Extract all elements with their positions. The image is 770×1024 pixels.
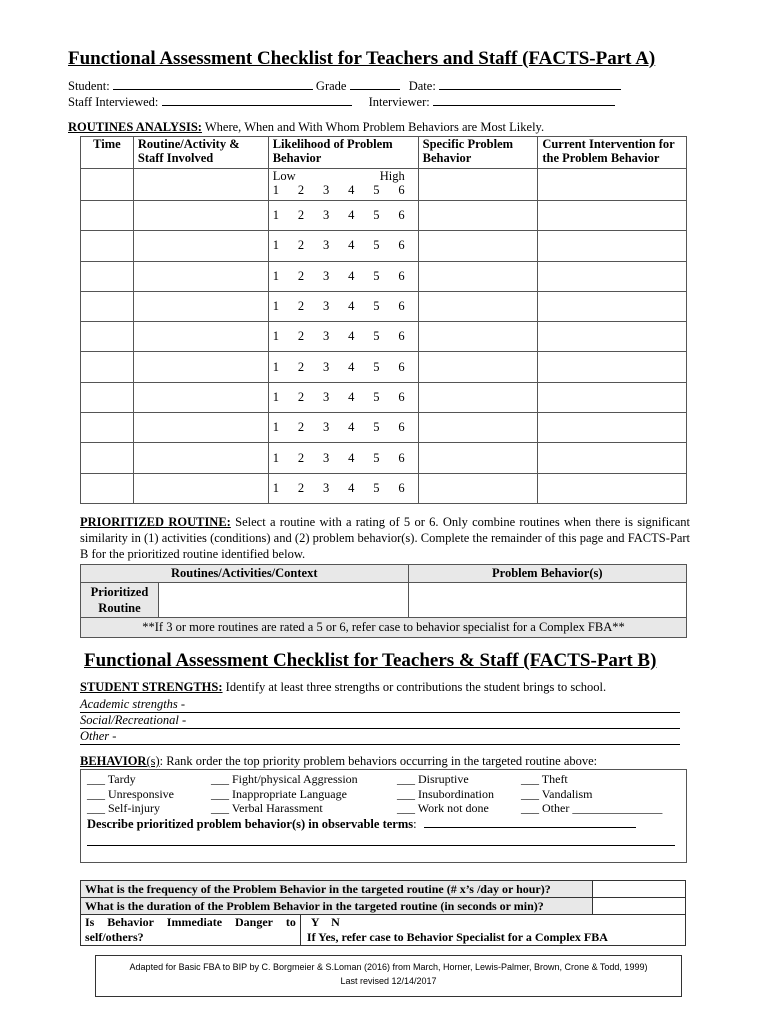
rating-scale: 1 2 3 4 5 6 [272,268,405,283]
table-row [81,322,687,352]
part-a-title: Functional Assessment Checklist for Teachers and Staff (FACTS-Part A) [68,48,656,69]
behavior-cell[interactable] [418,382,538,412]
rating-scale: 1 2 3 4 5 6 [272,359,405,374]
behavior-cell[interactable] [418,291,538,321]
prioritized-text: Select a routine with a rating of 5 or 6. Only combine routines when there is significant similarity in (1) activities (conditions) and (2) problem behavior(s). Complete the remainder of this page and FACTS-Part B for the prioritized routine identified below. [80,515,690,561]
behavior-heading-label: BEHAVIOR [80,754,147,768]
routine-cell[interactable] [133,443,268,473]
time-cell[interactable] [81,322,134,352]
intervention-cell[interactable] [538,169,687,201]
col-specific-behavior: Specific Problem Behavior [418,137,538,169]
behavior-cell[interactable] [418,169,538,201]
intervention-cell[interactable] [538,322,687,352]
footer-line-1: Adapted for Basic FBA to BIP by C. Borgmeier & S.Loman (2016) from March, Horner, Lewis-Palmer, Brown, Crone & Todd, 1999) [129,962,648,972]
time-cell[interactable] [81,352,134,382]
interviewer-field[interactable] [433,105,615,106]
rating-scale: 1 2 3 4 5 6 [272,208,405,223]
time-cell[interactable] [81,413,134,443]
table-row [81,352,687,382]
time-cell[interactable] [81,443,134,473]
prio-col-routines: Routines/Activities/Context [81,565,409,583]
prioritized-heading: PRIORITIZED ROUTINE: [80,515,231,529]
behavior-option-unresponsive[interactable]: ___ Unresponsive [87,786,174,801]
routines-header-row [81,137,687,169]
table-row [81,382,687,412]
intervention-cell[interactable] [538,473,687,503]
time-cell[interactable] [81,169,134,201]
intervention-cell[interactable] [538,291,687,321]
routine-cell[interactable] [133,473,268,503]
behavior-cell[interactable] [418,443,538,473]
social-label: Social/Recreational - [80,713,187,727]
strengths-heading-label: STUDENT STRENGTHS: [80,680,223,694]
rating-scale: 1 2 3 4 5 6 [272,329,405,344]
staff-label: Staff Interviewed: [68,95,159,109]
intervention-cell[interactable] [538,413,687,443]
student-label: Student: [68,79,110,93]
rating-scale: 1 2 3 4 5 6 [272,480,405,495]
likelihood-cell[interactable] [268,201,418,231]
routine-cell[interactable] [133,352,268,382]
behavior-option-theft[interactable]: ___ Theft [521,772,568,786]
behavior-cell[interactable] [418,201,538,231]
behavior-option-harassment[interactable]: ___ Verbal Harassment [211,801,323,815]
describe-field[interactable] [424,827,636,828]
col-time: Time [81,137,134,169]
student-row [68,79,621,94]
likelihood-cell[interactable] [268,382,418,412]
routine-cell[interactable] [133,322,268,352]
behavior-option-aggression[interactable]: ___ Fight/physical Aggression [211,772,358,786]
table-row [81,291,687,321]
frequency-table [80,880,686,946]
likelihood-cell[interactable] [268,413,418,443]
other-strengths-field[interactable] [80,729,680,745]
behavior-option-tardy[interactable]: ___ Tardy [87,772,136,786]
routines-table [80,136,687,504]
col-routine: Routine/Activity & Staff Involved [133,137,268,169]
behavior-cell[interactable] [418,473,538,503]
describe-field-line-2[interactable] [87,845,675,846]
part-b-title: Functional Assessment Checklist for Teachers & Staff (FACTS-Part B) [84,650,657,671]
routine-cell[interactable] [133,201,268,231]
routines-heading-label: ROUTINES ANALYSIS: [68,120,202,134]
table-row [81,261,687,291]
behavior-cell[interactable] [418,231,538,261]
intervention-cell[interactable] [538,443,687,473]
routine-cell[interactable] [133,413,268,443]
table-row [81,231,687,261]
social-strengths-field[interactable] [80,713,680,729]
prio-routine-input[interactable] [158,583,408,618]
table-row [81,413,687,443]
rating-scale: 1 2 3 4 5 6 [272,238,405,253]
frequency-answer[interactable] [592,881,685,898]
behavior-box [80,769,687,863]
staff-row [68,95,615,110]
behavior-option-vandalism[interactable]: ___ Vandalism [521,786,593,801]
routine-cell[interactable] [133,169,268,201]
strengths-heading-text: Identify at least three strengths or contributions the student brings to school. [222,680,607,694]
rating-scale: 1 2 3 4 5 6 [272,420,405,435]
behavior-col-2 [211,772,358,816]
other-label: Other - [80,729,117,743]
behavior-cell[interactable] [418,352,538,382]
prio-note: **If 3 or more routines are rated a 5 or 6, refer case to behavior specialist for a Complex FBA** [81,618,687,638]
time-cell[interactable] [81,291,134,321]
danger-question: Is Behavior Immediate Danger to self/others? [81,915,301,946]
behavior-heading-text: : Rank order the top priority problem behaviors occurring in the targeted routine above: [159,754,598,768]
rating-scale: 1 2 3 4 5 6 [272,183,405,197]
grade-field[interactable] [350,89,400,90]
academic-label: Academic strengths - [80,697,186,711]
behavior-heading [80,754,597,769]
likelihood-cell[interactable] [268,443,418,473]
routine-cell[interactable] [133,291,268,321]
student-field[interactable] [113,89,313,90]
routines-analysis-heading [68,120,544,135]
grade-label: Grade [315,79,347,93]
routine-cell[interactable] [133,261,268,291]
interviewer-label: Interviewer: [368,95,430,109]
table-row [81,169,687,201]
likelihood-cell[interactable] [268,261,418,291]
likelihood-cell[interactable] [268,322,418,352]
routine-cell[interactable] [133,382,268,412]
intervention-cell[interactable] [538,352,687,382]
describe-row: Describe prioritized problem behavior(s) in observable terms: [87,817,636,832]
danger-answer [300,915,685,946]
date-field[interactable] [439,89,621,90]
duration-question: What is the duration of the Problem Behavior in the targeted routine (in seconds or min)? [81,898,593,915]
behavior-col-4 [521,772,662,816]
time-cell[interactable] [81,382,134,412]
refer-note: If Yes, refer case to Behavior Specialist for a Complex FBA [306,930,608,944]
behavior-option-other[interactable]: ___ Other _______________ [521,801,663,815]
prioritized-routine-instructions [80,514,690,562]
date-label: Date: [408,79,436,93]
yes-no-options[interactable]: Y N [310,915,340,929]
behavior-option-work-not-done[interactable]: ___ Work not done [397,801,489,815]
prio-col-behavior: Problem Behavior(s) [408,565,686,583]
prio-behavior-input[interactable] [408,583,686,618]
frequency-question: What is the frequency of the Problem Behavior in the targeted routine (# x’s /day or hour)? [81,881,593,898]
prio-row-label: Prioritized Routine [81,583,159,618]
time-cell[interactable] [81,231,134,261]
footer-citation [95,955,682,997]
time-cell[interactable] [81,261,134,291]
table-row [81,473,687,503]
intervention-cell[interactable] [538,231,687,261]
duration-answer[interactable] [592,898,685,915]
intervention-cell[interactable] [538,382,687,412]
strengths-heading [80,680,606,695]
behavior-cell[interactable] [418,322,538,352]
likelihood-cell[interactable] [268,291,418,321]
staff-field[interactable] [162,105,352,106]
col-intervention: Current Intervention for the Problem Behavior [538,137,687,169]
intervention-cell[interactable] [538,261,687,291]
time-cell[interactable] [81,473,134,503]
rating-scale: 1 2 3 4 5 6 [272,450,405,465]
behavior-col-1 [87,772,174,816]
likelihood-cell[interactable] [268,352,418,382]
low-label: Low [272,169,296,183]
behavior-option-disruptive[interactable]: ___ Disruptive [397,772,469,786]
table-row [81,201,687,231]
prioritized-routine-table [80,564,687,638]
time-cell[interactable] [81,201,134,231]
high-label: High [379,169,405,183]
intervention-cell[interactable] [538,201,687,231]
rating-scale: 1 2 3 4 5 6 [272,299,405,314]
behavior-option-insubordination[interactable]: ___ Insubordination [397,786,494,801]
routine-cell[interactable] [133,231,268,261]
likelihood-cell[interactable] [268,473,418,503]
behavior-cell[interactable] [418,261,538,291]
academic-strengths-field[interactable] [80,697,680,713]
behavior-heading-s: (s) [146,754,160,768]
likelihood-cell[interactable] [268,231,418,261]
behavior-option-language[interactable]: ___ Inappropriate Language [211,786,347,801]
rating-scale: 1 2 3 4 5 6 [272,389,405,404]
behavior-option-self-injury[interactable]: ___ Self-injury [87,801,160,815]
table-row [81,443,687,473]
behavior-col-3 [397,772,494,816]
likelihood-cell[interactable] [268,169,418,201]
routines-heading-text: Where, When and With Whom Problem Behaviors are Most Likely. [201,120,545,134]
col-likelihood: Likelihood of Problem Behavior [268,137,418,169]
footer-line-2: Last revised 12/14/2017 [340,976,437,986]
describe-label: Describe prioritized problem behavior(s) in observable terms [87,817,414,831]
behavior-cell[interactable] [418,413,538,443]
